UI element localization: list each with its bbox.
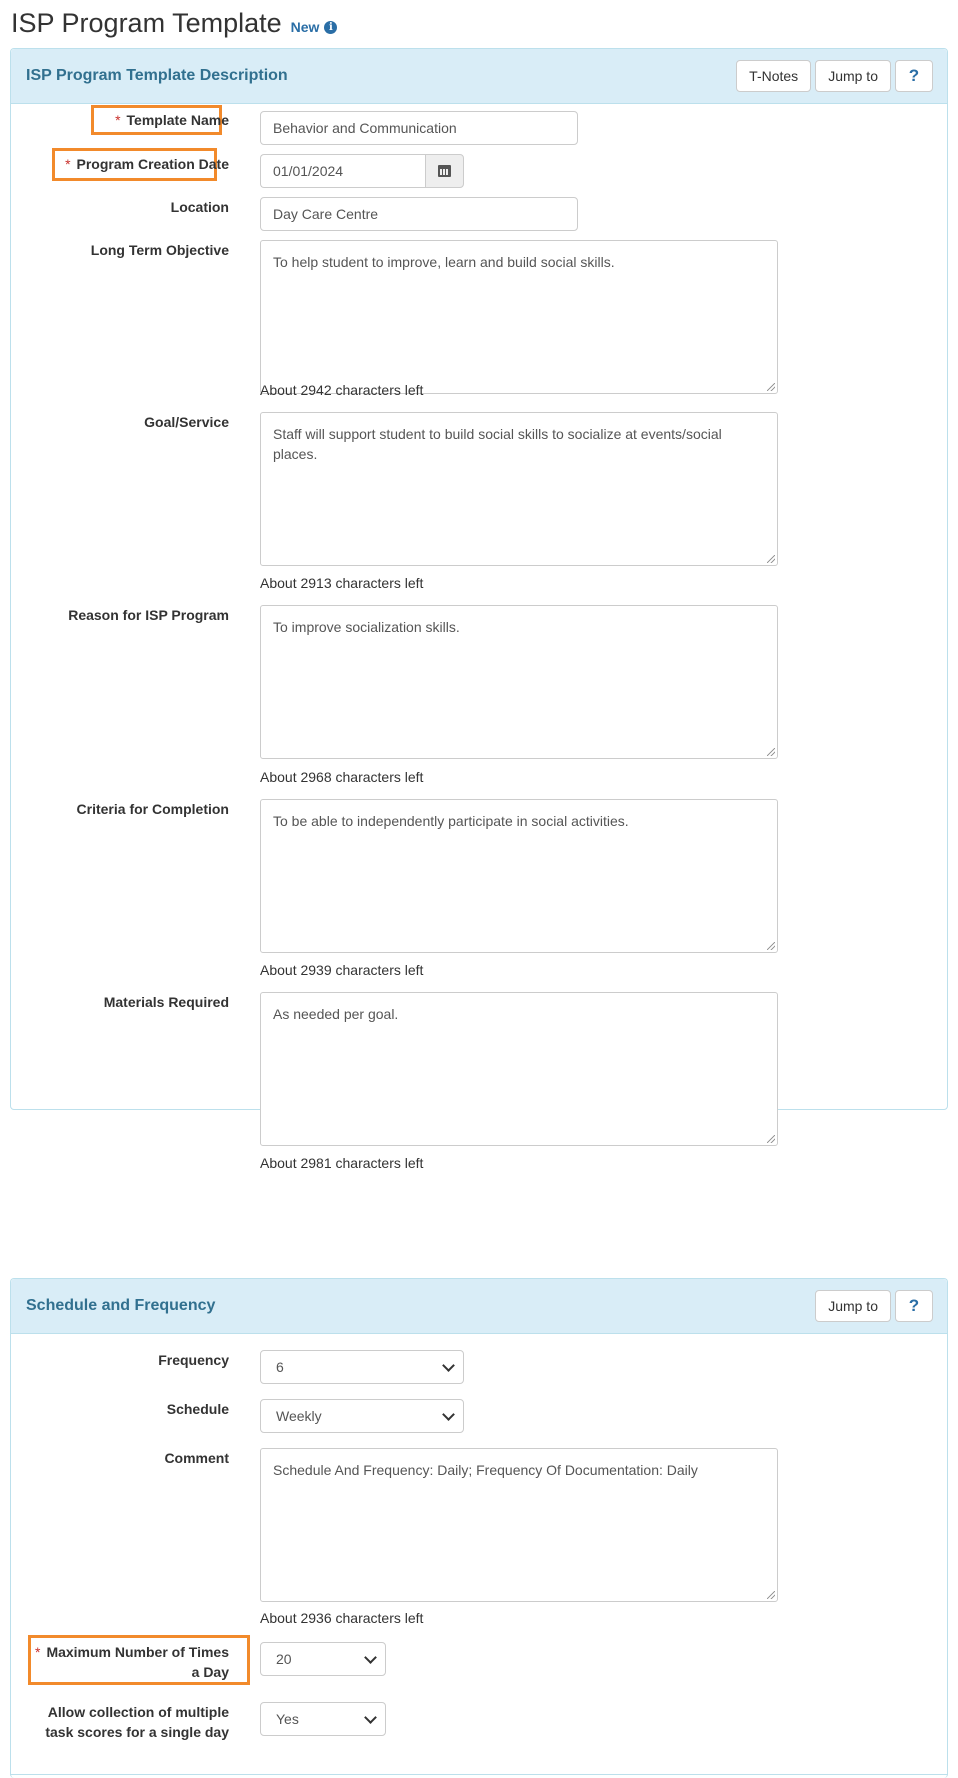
info-icon[interactable]: i [324, 21, 337, 34]
required-marker: * [65, 156, 71, 172]
page-title-text: ISP Program Template [11, 8, 282, 38]
schedule-panel [10, 1278, 948, 1778]
description-panel-buttons [736, 60, 933, 92]
multiple-scores-label-line1: Allow collection of multiple [47, 1704, 229, 1720]
long-term-objective-textarea[interactable] [260, 240, 778, 394]
location-input[interactable]: Day Care Centre [260, 197, 578, 231]
resize-handle-icon[interactable] [767, 555, 775, 563]
resize-handle-icon[interactable] [767, 1135, 775, 1143]
page-title [11, 8, 337, 39]
status-badge [291, 19, 338, 35]
jump-to-button[interactable]: Jump to [815, 1290, 891, 1322]
calendar-icon [438, 165, 451, 177]
criteria-text: To be able to independently participate in social activities. [273, 813, 629, 829]
tnotes-button[interactable]: T-Notes [736, 60, 811, 92]
reason-counter: About 2968 characters left [260, 769, 424, 785]
chevron-down-icon [364, 1711, 377, 1724]
goal-service-textarea[interactable] [260, 412, 778, 566]
multiple-scores-label [19, 1702, 229, 1742]
required-marker: * [115, 112, 121, 128]
long-term-objective-text: To help student to improve, learn and build social skills. [273, 254, 615, 270]
schedule-panel-title: Schedule and Frequency [26, 1297, 216, 1314]
reason-label: Reason for ISP Program [68, 607, 229, 623]
schedule-panel-buttons [815, 1290, 933, 1322]
required-marker: * [34, 1644, 41, 1660]
schedule-select[interactable] [260, 1399, 464, 1433]
max-times-label-line1: Maximum Number of Times [46, 1644, 229, 1660]
materials-text: As needed per goal. [273, 1006, 399, 1022]
materials-counter: About 2981 characters left [260, 1155, 424, 1171]
comment-text: Schedule And Frequency: Daily; Frequency Of Documentation: Daily [273, 1462, 698, 1478]
frequency-select[interactable] [260, 1350, 464, 1384]
help-button[interactable]: ? [895, 1290, 933, 1322]
resize-handle-icon[interactable] [767, 748, 775, 756]
frequency-value: 6 [276, 1359, 284, 1375]
calendar-button[interactable] [425, 154, 464, 188]
description-panel [10, 48, 948, 1171]
schedule-value: Weekly [276, 1408, 322, 1424]
chevron-down-icon [442, 1408, 455, 1421]
help-button[interactable]: ? [895, 60, 933, 92]
template-name-input[interactable]: Behavior and Communication [260, 111, 578, 145]
long-term-objective-counter: About 2942 characters left [260, 382, 424, 398]
schedule-label: Schedule [166, 1401, 229, 1417]
program-creation-date-label [19, 154, 229, 174]
resize-handle-icon[interactable] [767, 1591, 775, 1599]
goal-service-text: Staff will support student to build social skills to socialize at events/social places. [273, 426, 722, 462]
comment-label: Comment [164, 1450, 229, 1466]
goal-service-label: Goal/Service [144, 414, 229, 430]
template-name-label [19, 110, 229, 130]
location-label: Location [170, 199, 229, 215]
description-panel-header [11, 49, 947, 104]
jump-to-button[interactable]: Jump to [815, 60, 891, 92]
resize-handle-icon[interactable] [767, 942, 775, 950]
program-creation-date-label-text: Program Creation Date [76, 156, 229, 172]
chevron-down-icon [364, 1651, 377, 1664]
comment-textarea[interactable] [260, 1448, 778, 1602]
max-times-value: 20 [276, 1651, 292, 1667]
max-times-select[interactable] [260, 1642, 386, 1676]
reason-textarea[interactable] [260, 605, 778, 759]
criteria-counter: About 2939 characters left [260, 962, 424, 978]
goal-service-counter: About 2913 characters left [260, 575, 424, 591]
schedule-panel-header [11, 1279, 947, 1334]
reason-text: To improve socialization skills. [273, 619, 460, 635]
template-name-label-text: Template Name [126, 112, 229, 128]
long-term-objective-label: Long Term Objective [90, 242, 229, 258]
criteria-label: Criteria for Completion [76, 801, 229, 817]
materials-textarea[interactable] [260, 992, 778, 1146]
description-panel-title: ISP Program Template Description [26, 67, 288, 84]
multiple-scores-value: Yes [276, 1711, 299, 1727]
program-creation-date-input[interactable]: 01/01/2024 [260, 154, 425, 188]
max-times-label [19, 1642, 229, 1682]
max-times-label-line2: a Day [191, 1664, 229, 1680]
multiple-scores-select[interactable] [260, 1702, 386, 1736]
frequency-label: Frequency [158, 1352, 229, 1368]
resize-handle-icon[interactable] [767, 383, 775, 391]
multiple-scores-label-line2: task scores for a single day [45, 1724, 229, 1740]
schedule-panel-bottom-border [10, 1774, 948, 1775]
chevron-down-icon [442, 1359, 455, 1372]
program-creation-date-group [260, 154, 464, 188]
status-badge-text: New [290, 19, 320, 35]
criteria-textarea[interactable] [260, 799, 778, 953]
comment-counter: About 2936 characters left [260, 1610, 424, 1626]
materials-label: Materials Required [103, 994, 229, 1010]
